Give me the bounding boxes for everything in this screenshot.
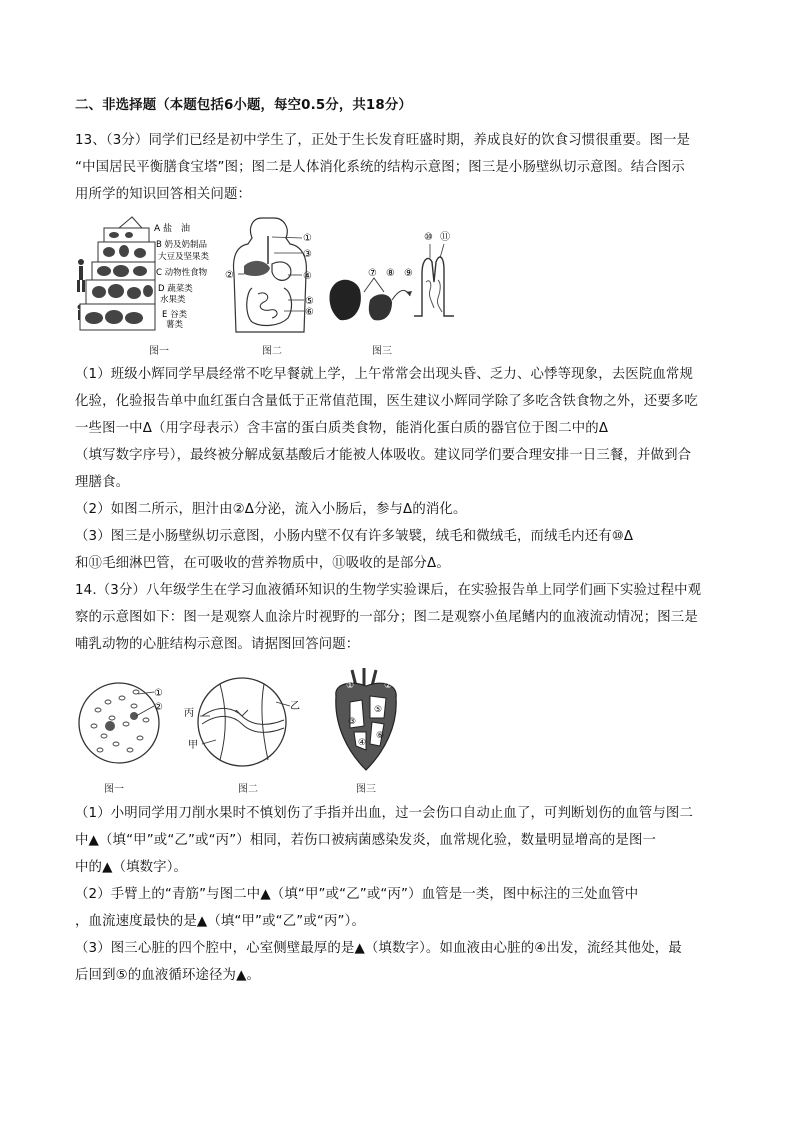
q13-fig1-caption: 图一 [149, 346, 169, 357]
q14-intro-line-1: 14.（3分）八年级学生在学习血液循环知识的生物学实验课后，在实验报告单上同学们画下实验过程中观 [75, 583, 702, 598]
q13-fig2-caption: 图二 [262, 346, 282, 357]
fish-label-jia: 甲 [188, 740, 198, 751]
section-title: 二、非选择题（本题包括6小题，每空0.5分，共18分） [75, 98, 412, 113]
digestive-label-3: ③ [303, 249, 312, 260]
digestive-label-6: ⑥ [305, 307, 314, 318]
pyramid-label-b: B 奶及奶制品 [156, 240, 208, 250]
smear-label-1: ① [154, 688, 163, 699]
q14-intro-line-2: 察的示意图如下：图一是观察人血涂片时视野的一部分；图二是观察小鱼尾鳍内的血液流动情况；图三是 [75, 610, 698, 625]
q14-fig2-fish-tail-vessels [180, 676, 310, 772]
q13-p2: （2）如图二所示，胆汁由②Δ分泌，流入小肠后，参与Δ的消化。 [75, 502, 467, 517]
digestive-label-1: ① [303, 233, 312, 244]
digestive-label-2: ② [225, 270, 234, 281]
intestine-label-7: ⑦ [368, 268, 377, 279]
q14-p3-line-1: （3）图三心脏的四个腔中，心室侧壁最厚的是▲（填数字）。如血液由心脏的④出发，流经其他处，最 [75, 941, 682, 956]
q13-intro-line-1: 13、（3分）同学们已经是初中学生了，正处于生长发育旺盛时期，养成良好的饮食习惯很重要。图一是 [75, 133, 691, 148]
q14-fig2-caption: 图二 [238, 784, 258, 795]
q13-p3-line-2: 和⑪毛细淋巴管，在可吸收的营养物质中，⑪吸收的是部分Δ。 [75, 556, 450, 571]
intestine-label-8: ⑧ [386, 268, 395, 279]
pyramid-label-e: E 谷类 [162, 310, 188, 320]
heart-label-3: ③ [348, 717, 357, 727]
fish-label-bing: 丙 [184, 708, 194, 719]
pyramid-label-b2: 大豆及坚果类 [158, 252, 210, 262]
q14-p3-line-2: 后回到⑤的血液循环途径为▲。 [75, 968, 261, 983]
q13-fig3-intestine-wall [326, 222, 464, 334]
q13-p1-line-5: 理膳食。 [75, 475, 130, 490]
q14-fig1-blood-smear [76, 680, 176, 770]
q14-p1-line-1: （1）小明同学用刀削水果时不慎划伤了手指并出血，过一会伤口自动止血了，可判断划伤的血管与图二 [75, 806, 693, 821]
q13-fig3-caption: 图三 [372, 346, 392, 357]
intestine-label-10: ⑩ [424, 232, 433, 243]
q13-p1-line-1: （1）班级小辉同学早晨经常不吃早餐就上学，上午常常会出现头昏、乏力、心悸等现象，去医院血常规 [75, 367, 693, 382]
smear-label-2: ② [154, 702, 163, 713]
q14-fig3-heart [326, 666, 406, 774]
digestive-label-5: ⑤ [305, 296, 314, 307]
pyramid-label-a: A 盐 油 [154, 224, 191, 234]
q13-p3-line-1: （3）图三是小肠壁纵切示意图，小肠内壁不仅有许多皱襞，绒毛和微绒毛，而绒毛内还有⑩Δ [75, 529, 634, 544]
heart-label-1: ① [346, 681, 355, 691]
q14-intro-line-3: 哺乳动物的心脏结构示意图。请据图回答问题： [75, 637, 360, 652]
q13-intro-line-2: “中国居民平衡膳食宝塔”图；图二是人体消化系统的结构示意图；图三是小肠壁纵切示意图。结合图示 [75, 160, 685, 175]
fish-label-yi: 乙 [290, 701, 300, 712]
q13-intro-line-3: 用所学的知识回答相关问题： [75, 187, 252, 202]
pyramid-label-e2: 薯类 [166, 320, 184, 330]
q14-p1-line-2: 中▲（填“甲”或“乙”或“丙”）相同，若伤口被病菌感染发炎，血常规化验，数量明显增高的是图一 [75, 833, 657, 848]
pyramid-label-c: C 动物性食物 [156, 268, 208, 278]
heart-label-4: ④ [358, 738, 367, 748]
q13-p1-line-4: （填写数字序号），最终被分解成氨基酸后才能被人体吸收。建议同学们要合理安排一日三餐，并做到合 [75, 448, 692, 463]
q14-fig1-caption: 图一 [104, 784, 124, 795]
heart-label-5: ⑤ [374, 705, 383, 715]
q14-p2-line-1: （2）手臂上的“青筋”与图二中▲（填“甲”或“乙”或“丙”）血管是一类，图中标注的三处血管中 [75, 887, 639, 902]
q13-fig2-digestive-system [222, 214, 330, 338]
pyramid-label-d: D 蔬菜类 [158, 284, 193, 294]
q14-p1-line-3: 中的▲（填数字）。 [75, 860, 188, 875]
q14-fig3-caption: 图三 [356, 784, 376, 795]
pyramid-label-d2: 水果类 [160, 295, 186, 305]
q13-fig1-food-pyramid [74, 214, 234, 336]
q13-p1-line-3: 一些图一中Δ（用字母表示）含丰富的蛋白质类食物，能消化蛋白质的器官位于图二中的Δ [75, 421, 609, 436]
intestine-label-9: ⑨ [404, 268, 413, 279]
q14-p2-line-2: ，血流速度最快的是▲（填“甲”或“乙”或“丙”）。 [75, 914, 366, 929]
q13-p1-line-2: 化验，化验报告单中血红蛋白含量低于正常值范围，医生建议小辉同学除了多吃含铁食物之外，还要多吃 [75, 394, 698, 409]
heart-label-2: ② [384, 681, 393, 691]
heart-label-6: ⑥ [376, 731, 385, 741]
intestine-label-11: ⑪ [440, 232, 450, 243]
digestive-label-4: ④ [303, 271, 312, 282]
